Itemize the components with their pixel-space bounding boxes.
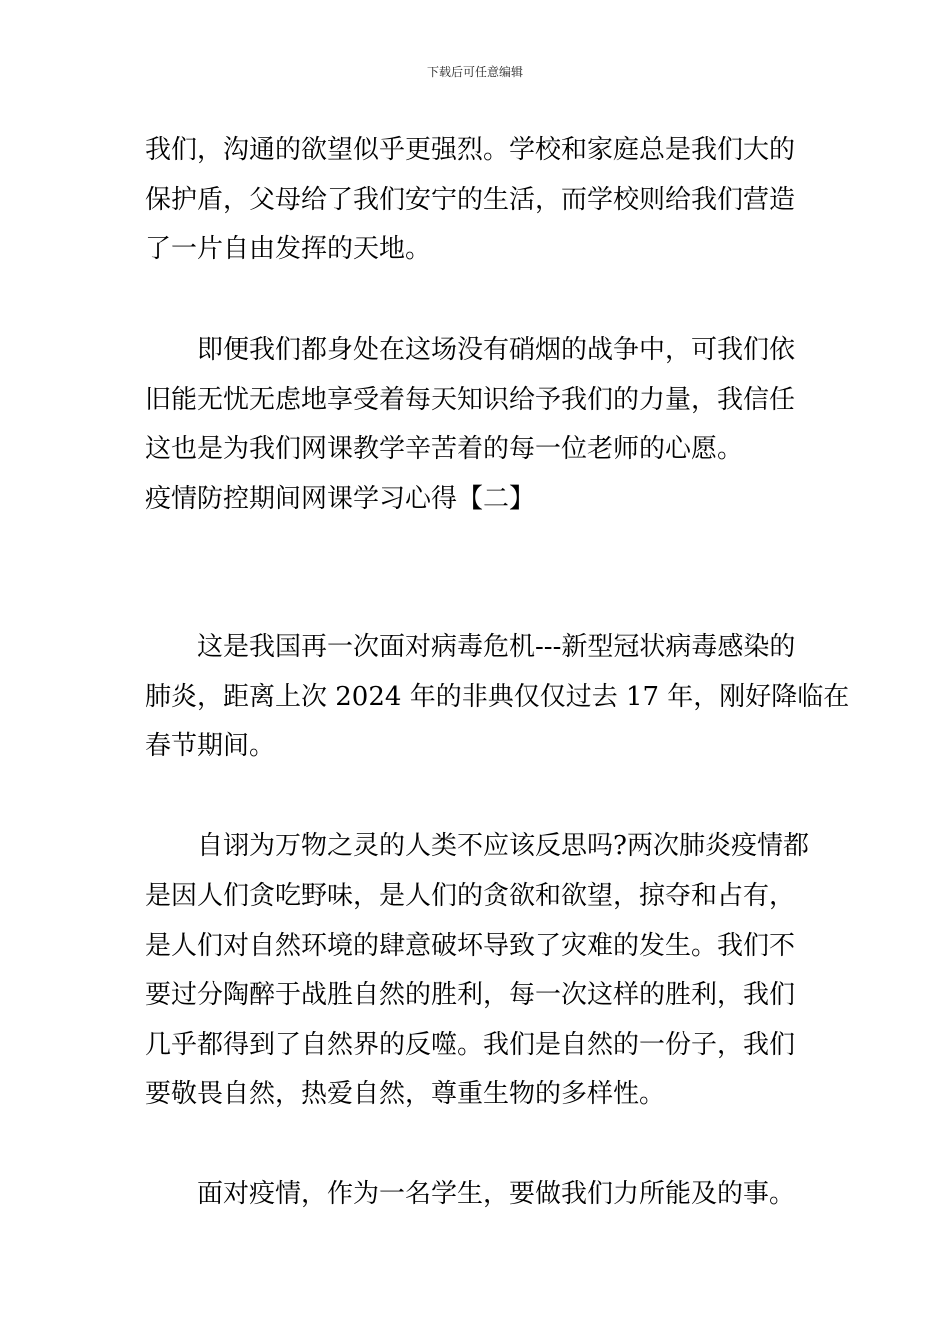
- text-line: 这也是为我们网课教学辛苦着的每一位老师的心愿。: [145, 434, 744, 464]
- section-heading: 疫情防控期间网课学习心得【二】: [145, 484, 536, 514]
- text-line: 面对疫情，作为一名学生，要做我们力所能及的事。: [197, 1179, 796, 1209]
- text-line: 肺炎，距离上次 2024 年的非典仅仅过去 17 年，刚好降临在: [145, 682, 850, 712]
- text-line: 即便我们都身处在这场没有硝烟的战争中，可我们依: [197, 335, 796, 365]
- text-line: 要过分陶醉于战胜自然的胜利，每一次这样的胜利，我们: [145, 980, 796, 1010]
- text-line: 是因人们贪吃野味，是人们的贪欲和欲望，掠夺和占有，: [145, 881, 796, 911]
- text-line: 我们，沟通的欲望似乎更强烈。学校和家庭总是我们大的: [145, 135, 796, 165]
- text-line: 保护盾，父母给了我们安宁的生活，而学校则给我们营造: [145, 185, 796, 215]
- text-line: 旧能无忧无虑地享受着每天知识给予我们的力量，我信任: [145, 385, 796, 415]
- text-line: 这是我国再一次面对病毒危机---新型冠状病毒感染的: [197, 632, 796, 662]
- text-line: 是人们对自然环境的肆意破坏导致了灾难的发生。我们不: [145, 931, 796, 961]
- text-line: 要敬畏自然，热爱自然，尊重生物的多样性。: [145, 1079, 666, 1109]
- text-line: 自诩为万物之灵的人类不应该反思吗?两次肺炎疫情都: [197, 831, 809, 861]
- text-line: 了一片自由发挥的天地。: [145, 234, 432, 264]
- page-header: 下载后可任意编辑: [426, 65, 523, 79]
- text-line: 几乎都得到了自然界的反噬。我们是自然的一份子，我们: [145, 1030, 796, 1060]
- text-line: 春节期间。: [145, 731, 276, 761]
